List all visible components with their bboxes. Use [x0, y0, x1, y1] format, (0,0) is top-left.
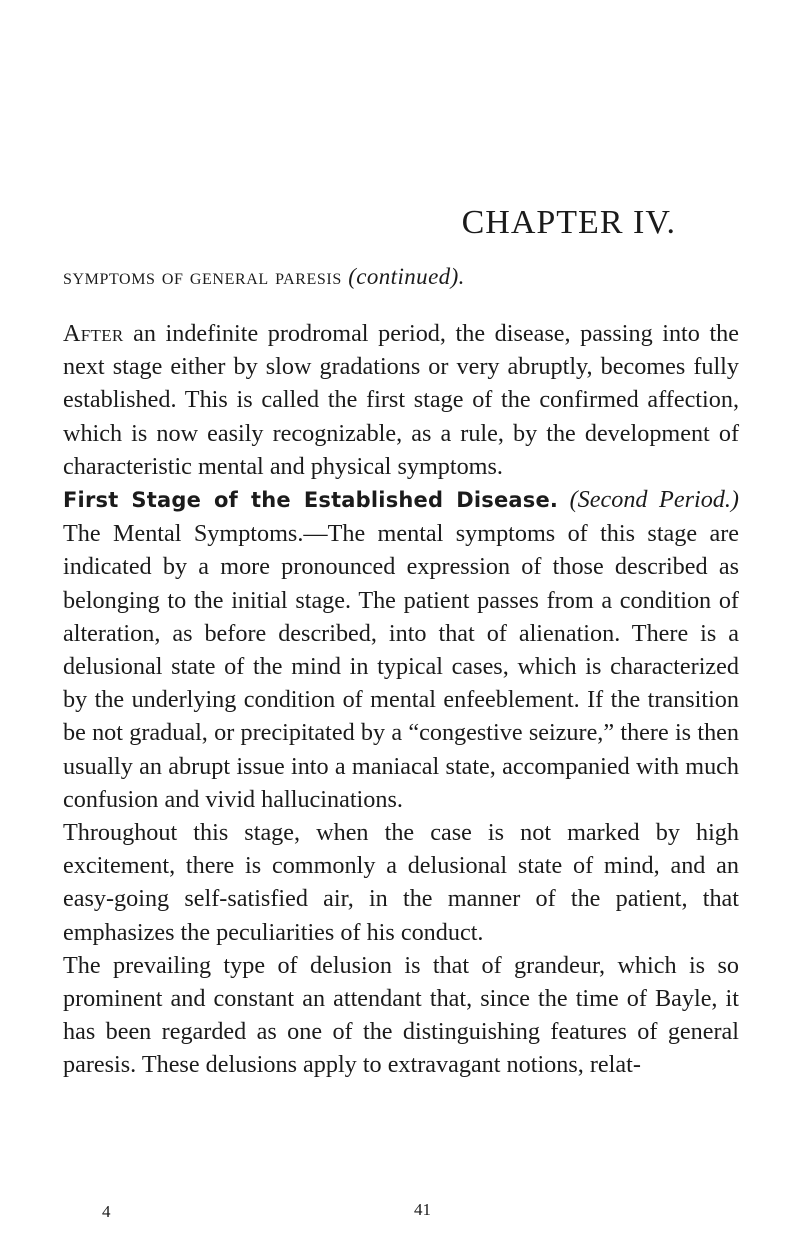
section-heading: First Stage of the Established Disease. [63, 488, 559, 513]
paragraph-4: The prevailing type of delusion is that of grandeur, which is so prominent and constant an attendant that, since the time of Bayle, it has been regarded as one of the distinguishing features of general paresis. These delusions apply to extravagant notions, relat- [63, 951, 739, 1079]
section-period: (Second Period.) [569, 486, 739, 514]
subtitle-main: symptoms of general paresis [63, 264, 342, 289]
signature-mark: 4 [102, 1202, 111, 1221]
chapter-title: CHAPTER IV. [461, 204, 676, 241]
paragraph-1-text: an indefinite prodromal period, the disease, passing into the next stage either by slow gradations or very abruptly, becomes fully established. This is called the first stage of the confirmed affection, which is now easily recognizable, as a rule, by the development of characteristic mental and physical symptoms. [63, 320, 739, 480]
paragraph-2-text: The Mental Symptoms.—The mental symptoms of this stage are indicated by a more pronounced expression of those described as belonging to the initial stage. The patient passes from a condition of alteration, as before described, into that of alienation. There is a delusional state of the mind in typical cases, which is characterized by the underlying condition of mental enfeeblement. If the transition be not gradual, or precipitated by a “congestive seizure,” there is then usually an abrupt issue into a maniacal state, accompanied with much confusion and vivid hallucinations. [63, 520, 739, 813]
paragraph-2 [63, 483, 739, 816]
paragraph-3: Throughout this stage, when the case is not marked by high excitement, there is commonly a delusional state of mind, and an easy-going self-satisfied air, in the manner of the patient, that emphasizes the peculiarities of his conduct. [63, 819, 739, 946]
paragraph-1-lead: After [63, 320, 124, 347]
chapter-subtitle [63, 262, 465, 292]
body-text [63, 317, 739, 1082]
subtitle-continued: (continued). [348, 264, 465, 289]
paragraph-1 [63, 317, 739, 483]
page-number: 41 [414, 1200, 431, 1219]
